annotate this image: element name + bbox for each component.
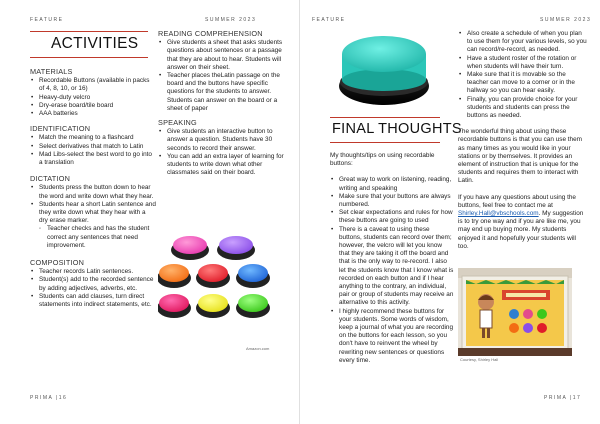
list-item: • Dry-erase board/tile board [30, 102, 156, 110]
dictation-heading: DICTATION [30, 174, 71, 184]
materials-list [30, 77, 156, 118]
list-item: • Heavy-duty velcro [30, 94, 156, 102]
composition-heading: COMPOSITION [30, 258, 85, 268]
tips-list [330, 176, 454, 365]
identification-list [30, 134, 156, 167]
page-header-section: FEATURE [30, 17, 64, 23]
button-yellow [196, 294, 230, 318]
list-item: • Teacher records Latin sentences. [30, 268, 156, 276]
button-pink [171, 236, 209, 260]
classroom-board-photo [458, 268, 572, 356]
intro-text: My thoughts/tips on using recordable buttons: [330, 152, 435, 168]
list-item: • Recordable Buttons (available in packs of 4, 8, 10, or 16) [30, 77, 156, 93]
page-footer: PRIMA |17 [544, 395, 582, 401]
list-item-text: Students hear a short Latin sentence and they write down what they hear with a dry erase marker. [39, 200, 156, 225]
list-item: • Make sure that your buttons are always numbered. [330, 193, 454, 209]
right-column [158, 30, 286, 177]
list-item: • Finally, you can provide choice for your students and students can press the buttons as needed. [458, 96, 588, 121]
list-item: • Select derivatives that match to Latin [30, 143, 156, 151]
list-item: • Give students a sheet that asks students questions about sentences or a passage that they are about to hear. Students will answer on their sheet. [158, 39, 286, 72]
list-item: • I highly recommend these buttons for your students. Some words of wisdom, keep a journal of what you are recording on the buttons for each lesson, so you don't have to reinvent the wheel by rewriting new sentences or questions every time. [330, 308, 454, 365]
left-column [330, 152, 454, 365]
list-item [30, 201, 156, 250]
title-rule-bottom [330, 142, 440, 143]
speaking-heading: SPEAKING [158, 118, 197, 128]
tips-list-continued [458, 30, 588, 120]
list-item: • Match the meaning to a flashcard [30, 134, 156, 142]
list-item: • Give students an interactive button to answer a question. Students have 30 seconds to record their answer. [158, 128, 286, 153]
list-item: • Have a student roster of the rotation or when students will have their turn. [458, 55, 588, 71]
email-link[interactable]: Shirley.Hall@vbschools.com [458, 210, 539, 218]
contact-paragraph [458, 194, 588, 251]
right-column [458, 30, 588, 259]
list-item: • There is a caveat to using these buttons, students can record over them; however, the velcro will let you know that they are taking it off the board and that is the only way to re-record. I also let the students know that I know what is recorded on each button and if I hear anything to the contrary, an individual, pair or group of students may receive an alternative to this activity. [330, 226, 454, 308]
page-title: FINAL THOUGHTS [332, 121, 462, 137]
reading-list [158, 39, 286, 113]
list-item: • Make sure that it is movable so the teacher can move to a corner or in the hallway so you can hear easily. [458, 71, 588, 96]
image-caption: Amazon.com [246, 346, 270, 351]
contact-text: If you have any questions about using the buttons, feel free to contact me at [458, 193, 576, 209]
button-blue [236, 264, 270, 288]
identification-heading: IDENTIFICATION [30, 124, 91, 134]
title-rule-bottom [30, 57, 148, 58]
photo-caption: Courtesy, Shirley Hall [460, 357, 499, 362]
page-header-section: FEATURE [312, 17, 346, 23]
closing-paragraph: The wonderful thing about using these recordable buttons is that you can use them as many times as you would like in your stations or by themselves. It provides an element of instruction that is unique for the students and requires them to interact with Latin. [458, 128, 582, 185]
list-item: • You can add an extra layer of learning for students to write down what other classmates said on their board. [158, 153, 286, 178]
button-red [196, 264, 230, 288]
page-title: ACTIVITIES [51, 35, 139, 52]
dictation-list [30, 184, 156, 250]
list-item: • Also create a schedule of when you plan to use them for your various levels, so you can record/re-record, as needed. [458, 30, 588, 55]
list-item: • Great way to work on listening, reading, writing and speaking [330, 176, 454, 192]
contact-text-end: . My suggestion is to try one way and if you are like me, you may end up buying more. My students enjoyed it and hopefully your students will too. [458, 210, 584, 250]
button-green [236, 294, 270, 318]
page-header-issue: SUMMER 2023 [540, 17, 592, 23]
list-item: • AAA batteries [30, 110, 156, 118]
reading-heading: READING COMPREHENSION [158, 29, 263, 38]
page-footer: PRIMA |16 [30, 395, 68, 401]
list-item: • Teacher places theLatin passage on the board and the buttons have specific questions for the students to answer. Students can answer on the board or a sheet of paper [158, 72, 286, 113]
list-item: • Students press the button down to hear the word and write down what they hear. [30, 184, 156, 200]
teal-button-image [336, 30, 432, 108]
left-column [30, 68, 156, 309]
title-rule-top [30, 31, 148, 32]
recordable-buttons-image [158, 226, 274, 350]
button-orange [158, 264, 191, 288]
materials-heading: MATERIALS [30, 67, 73, 76]
sub-list-item: ◦ Teacher checks and has the student correct any sentences that need improvement. [39, 225, 156, 250]
list-item: • Set clear expectations and rules for how these buttons are going to used [330, 209, 454, 225]
button-magenta [158, 294, 191, 318]
speaking-list [158, 128, 286, 177]
dictation-sub-list [39, 225, 156, 250]
button-purple [217, 236, 255, 260]
list-item: • Students can add clauses, turn direct statements into indirect statements, etc. [30, 293, 156, 309]
list-item: • Student(s) add to the recorded sentence by adding adjectives, adverbs, etc. [30, 276, 156, 292]
right-page [300, 0, 600, 424]
composition-list [30, 268, 156, 309]
title-rule-top [330, 117, 440, 118]
list-item: • Mad Libs-select the best word to go into a translation [30, 151, 156, 167]
page-header-issue: SUMMER 2023 [205, 17, 257, 23]
